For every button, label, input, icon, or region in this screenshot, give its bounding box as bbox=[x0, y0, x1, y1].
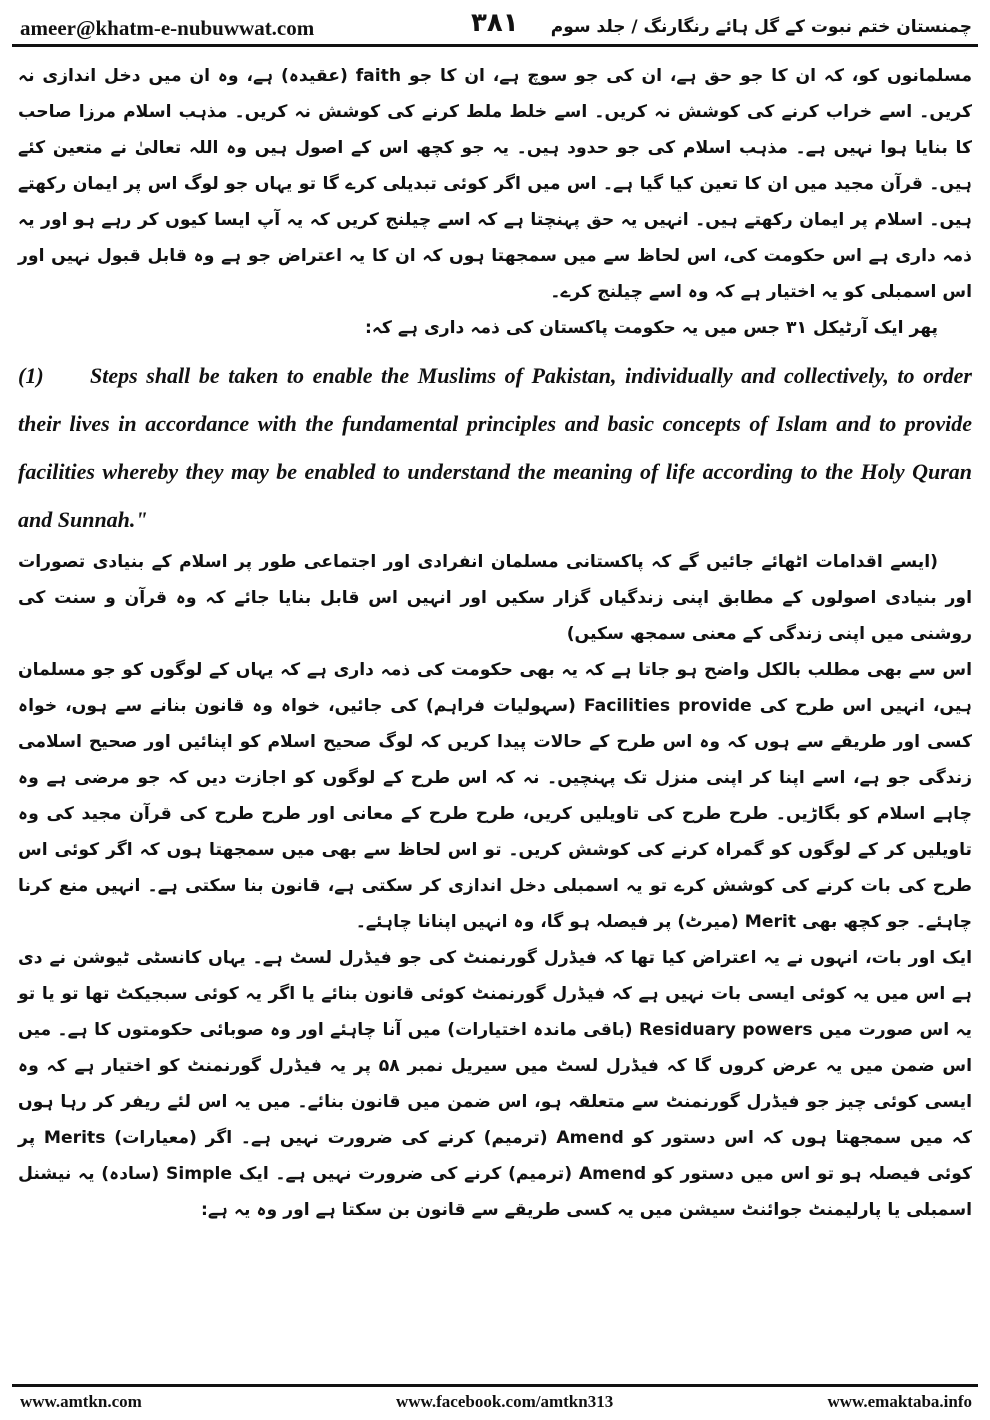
footer-link-amtkn[interactable]: www.amtkn.com bbox=[20, 1392, 142, 1411]
urdu-paragraph-2: پھر ایک آرٹیکل ۳۱ جس میں یہ حکومت پاکستان کی ذمہ داری ہے کہ: bbox=[364, 318, 938, 338]
urdu-paragraph-4: اس سے بھی مطلب بالکل واضح ہو جاتا ہے کہ یہ بھی حکومت کی ذمہ داری ہے کہ یہاں کے لوگوں کو جو مسلمان ہیں، انہیں اس طرح کی Facilities provide (سہولیات فراہم) کی جائیں، خواہ وہ قانون بنانے سے ہوں، خواہ کسی اور طریقے سے ہوں کہ وہ اس طرح کے حالات پیدا کریں کہ لوگ صحیح اسلام کو اپنائیں اور صحیح اسلامی زندگی جو ہے، اسے اپنا کر اپنی منزل تک پہنچیں۔ نہ کہ اس طرح کے لوگوں کو اجازت دیں کہ جو مرضی ہے وہ چاہے اسلام کو بگاڑیں۔ طرح طرح کی تاویلیں کریں، طرح طرح کے معانی اور طرح طرح کی قرآن مجید کی وہ تاویلیں کر کے لوگوں کو گمراہ کرنے کی کوشش کریں۔ تو اس لحاظ سے بھی میں سمجھتا ہوں کہ اگر کوئی اس طرح کی بات کرنے کی کوشش کرے تو یہ اسمبلی دخل اندازی کر سکتی ہے، قانون بنا سکتی ہے۔ انہیں منع کرنا چاہئے۔ جو کچھ بھی Merit (میرٹ) پر فیصلہ ہو گا، وہ انہیں اپنانا چاہئے۔ bbox=[18, 660, 972, 932]
book-title: چمنستان ختم نبوت کے گل ہائے رنگارنگ / جلد سوم bbox=[550, 17, 972, 37]
page-number: ۳۸۱ bbox=[471, 8, 519, 38]
page-header bbox=[16, 6, 974, 46]
header-divider bbox=[12, 44, 978, 47]
urdu-paragraph-3: (ایسے اقدامات اٹھائے جائیں گے کہ پاکستانی مسلمان انفرادی اور اجتماعی طور پر اسلام کے بنیادی تصورات اور بنیادی اصولوں کے مطابق اپنی زندگیاں گزار سکیں اور انہیں اس قابل بنایا جائے کہ وہ قرآن و سنت کی روشنی میں اپنی زندگی کے معنی سمجھ سکیں) bbox=[18, 552, 972, 644]
footer-link-facebook[interactable]: www.facebook.com/amtkn313 bbox=[396, 1392, 614, 1411]
footer-link-emaktaba[interactable]: www.emaktaba.info bbox=[827, 1392, 972, 1411]
urdu-paragraph-5: ایک اور بات، انہوں نے یہ اعتراض کیا تھا کہ فیڈرل گورنمنٹ کی جو فیڈرل لسٹ ہے۔ یہاں کانسٹی ٹیوشن نے دی ہے اس میں یہ کوئی ایسی بات نہیں ہے کہ فیڈرل گورنمنٹ کوئی قانون بنائے یا اگر یہ کوئی سبجیکٹ تھا تو یا تو یہ اس صورت میں Residuary powers (باقی ماندہ اختیارات) میں آنا چاہئے اور وہ صوبائی حکومتوں کا ہے۔ میں اس ضمن میں یہ عرض کروں گا کہ فیڈرل لسٹ میں سیریل نمبر ۵۸ پر یہ فیڈرل گورنمنٹ کو اختیار ہے کہ وہ ایسی کوئی چیز جو فیڈرل گورنمنٹ سے متعلقہ ہو، اس ضمن میں قانون بنائے۔ میں یہ اس لئے ریفر کر رہا ہوں کہ میں سمجھتا ہوں کہ اس دستور کو Amend (ترمیم) کرنے کی ضرورت نہیں ہے۔ اگر (معیارات) Merits پر کوئی فیصلہ ہو تو اس میں دستور کو Amend (ترمیم) کرنے کی ضرورت نہیں ہے۔ ایک Simple (سادہ) یہ نیشنل اسمبلی یا پارلیمنٹ جوائنٹ سیشن میں یہ کسی طریقے سے قانون بن سکتا ہے اور وہ یہ ہے: bbox=[18, 948, 972, 1220]
quote-number: (1) bbox=[18, 363, 44, 388]
urdu-paragraph-1: مسلمانوں کو، کہ ان کا جو حق ہے، ان کی جو سوچ ہے، ان کا جو faith (عقیدہ) ہے، وہ ان میں دخل اندازی نہ کریں۔ اسے خراب کرنے کی کوشش نہ کریں۔ اسے خلط ملط کرنے کی کوشش نہ کریں۔ مذہب اسلام مرزا صاحب کا بنایا ہوا نہیں ہے۔ مذہب اسلام کی جو حدود ہیں۔ یہ جو کچھ اس کے اصول ہیں وہ اللہ تعالیٰ نے متعین کئے ہیں۔ قرآن مجید میں ان کا تعین کیا گیا ہے۔ اس میں اگر کوئی تبدیلی کرے گا تو یہاں جو لوگ اس پر ایمان رکھتے ہیں۔ اسلام پر ایمان رکھتے ہیں۔ انہیں یہ حق پہنچتا ہے کہ اسے چیلنج کریں کہ یہ آپ ایسا کیوں کر رہے ہو اور یہ ذمہ داری ہے اس حکومت کی، اس لحاظ سے میں سمجھتا ہوں کہ ان کا یہ اعتراض جو ہے وہ قابل قبول نہیں اور اس اسمبلی کو یہ اختیار ہے کہ وہ اسے چیلنج کرے۔ bbox=[18, 66, 972, 302]
footer-divider bbox=[12, 1384, 978, 1387]
quote-text: Steps shall be taken to enable the Muslims of Pakistan, individually and collectively, to order their lives in accordance with the fundamental principles and basic concepts of Islam and to provide facilities whereby they may be enabled to understand the meaning of life according to the Holy Quran and Sunnah." bbox=[18, 363, 972, 532]
english-quote bbox=[18, 352, 972, 544]
page-footer bbox=[16, 1390, 974, 1416]
page-body bbox=[18, 58, 972, 1228]
header-email: ameer@khatm-e-nubuwwat.com bbox=[20, 16, 315, 40]
